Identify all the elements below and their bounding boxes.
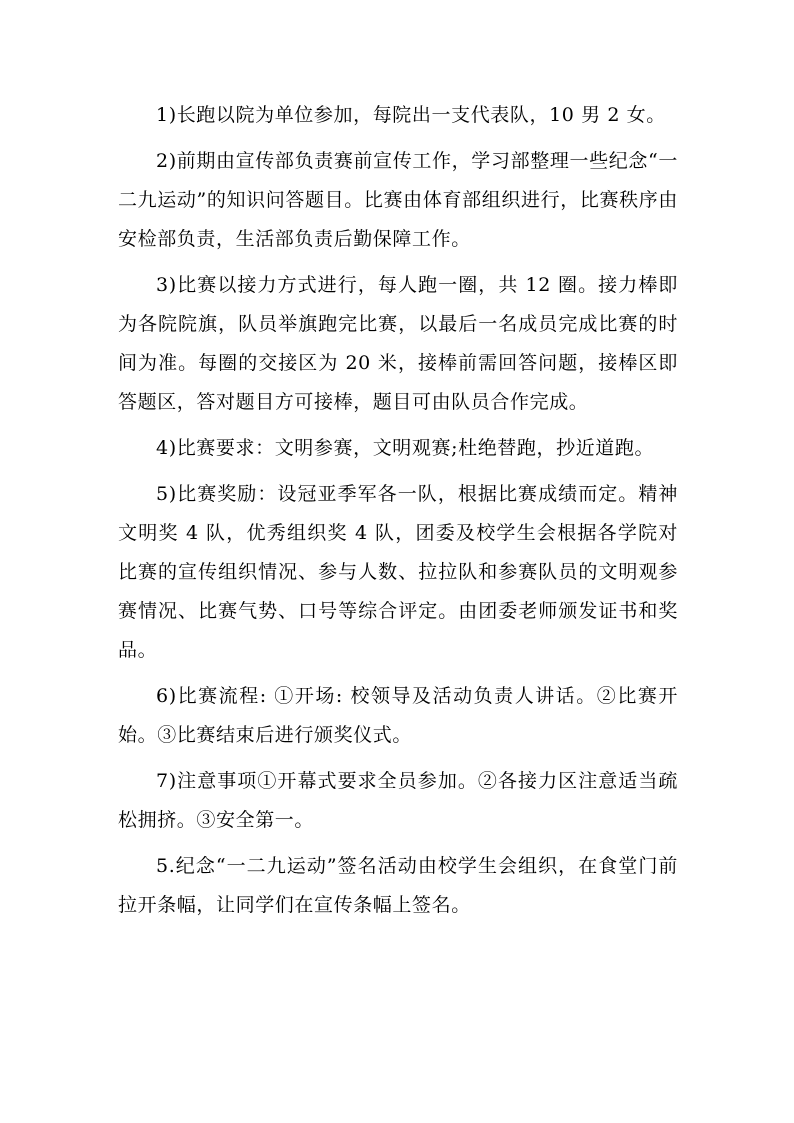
paragraph-team-composition: 1)长跑以院为单位参加，每院出一支代表队，10 男 2 女。: [156, 104, 666, 126]
document-body: [118, 96, 678, 932]
paragraph-requirements: 4)比赛要求：文明参赛，文明观赛;杜绝替跑，抄近道跑。: [156, 437, 655, 459]
paragraph-preparation: 2)前期由宣传部负责赛前宣传工作，学习部整理一些纪念“一二九运动”的知识问答题目。比赛由体育部组织进行，比赛秩序由安检部负责，生活部负责后勤保障工作。: [118, 150, 678, 250]
paragraph-relay-format: 3)比赛以接力方式进行，每人跑一圈，共 12 圈。接力棒即为各院院旗，队员举旗跑完比赛，以最后一名成员完成比赛的时间为准。每圈的交接区为 20 米，接棒前需回答问题，接棒区即答题区，答对题目方可接棒，题目可由队员合作完成。: [118, 274, 678, 413]
paragraph-awards: 5)比赛奖励：设冠亚季军各一队，根据比赛成绩而定。精神文明奖 4 队，优秀组织奖 4 队，团委及校学生会根据各学院对比赛的宣传组织情况、参与人数、拉拉队和参赛队员的文明观参赛情况、比赛气势、口号等综合评定。由团委老师颁发证书和奖品。: [118, 483, 678, 661]
paragraph-notes: 7)注意事项①开幕式要求全员参加。②各接力区注意适当疏松拥挤。③安全第一。: [118, 770, 678, 831]
paragraph-procedure: 6)比赛流程: ①开场: 校领导及活动负责人讲话。②比赛开始。③比赛结束后进行颁奖仪式。: [118, 685, 678, 746]
paragraph-signature-event: 5.纪念“一二九运动”签名活动由校学生会组织，在食堂门前拉开条幅，让同学们在宣传条幅上签名。: [118, 855, 678, 916]
